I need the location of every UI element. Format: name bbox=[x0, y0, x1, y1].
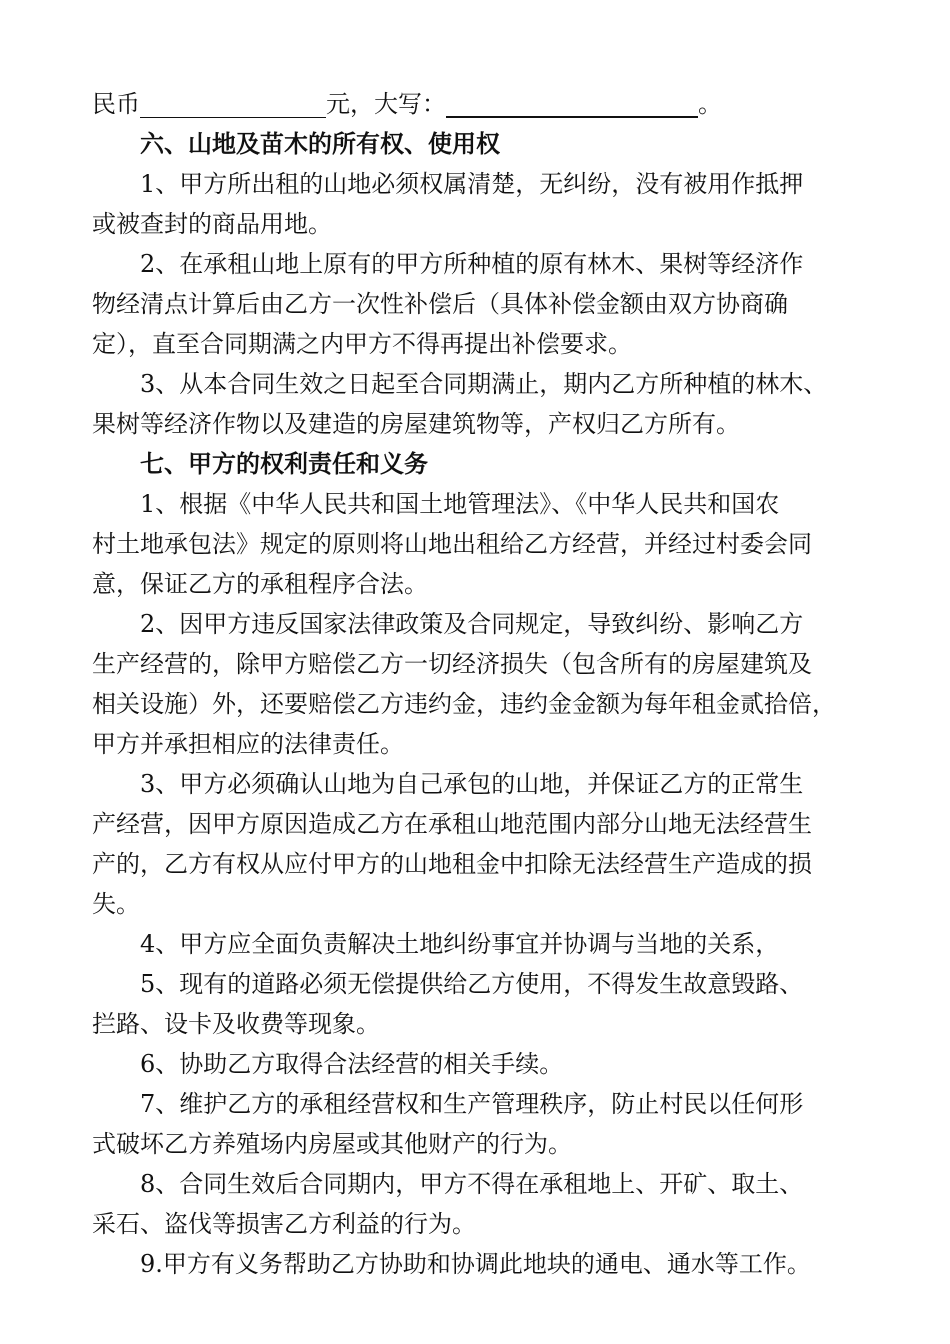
clause-line: 采石、盗伐等损害乙方利益的行为。 bbox=[92, 1210, 476, 1238]
clause-line: 式破坏乙方养殖场内房屋或其他财产的行为。 bbox=[92, 1130, 572, 1158]
clause-line: 3、从本合同生效之日起至合同期满止，期内乙方所种植的林木、 bbox=[140, 370, 828, 398]
clause-line: 拦路、设卡及收费等现象。 bbox=[92, 1010, 380, 1038]
clause-line: 9.甲方有义务帮助乙方协助和协调此地块的通电、通水等工作。 bbox=[140, 1250, 811, 1278]
clause-line: 甲方并承担相应的法律责任。 bbox=[92, 730, 404, 758]
amount-words-blank bbox=[446, 90, 698, 118]
clause-paragraph bbox=[92, 1084, 864, 1164]
clause-line: 产的，乙方有权从应付甲方的山地租金中扣除无法经营生产造成的损 bbox=[92, 850, 812, 878]
clause-line: 意，保证乙方的承租程序合法。 bbox=[92, 570, 428, 598]
clause-paragraph bbox=[92, 1244, 864, 1284]
clause-paragraph bbox=[92, 604, 864, 764]
clause-line: 7、维护乙方的承租经营权和生产管理秩序，防止村民以任何形 bbox=[140, 1090, 804, 1118]
clause-paragraph bbox=[92, 1044, 864, 1084]
clause-line: 2、因甲方违反国家法律政策及合同规定，导致纠纷、影响乙方 bbox=[140, 610, 804, 638]
clause-line: 3、甲方必须确认山地为自己承包的山地，并保证乙方的正常生 bbox=[140, 770, 804, 798]
clause-paragraph bbox=[92, 764, 864, 924]
clause-line: 失。 bbox=[92, 890, 140, 918]
clause-line: 1、甲方所出租的山地必须权属清楚，无纠纷，没有被用作抵押 bbox=[140, 170, 804, 198]
clause-paragraph bbox=[92, 364, 864, 444]
clause-paragraph bbox=[92, 924, 864, 964]
clause-paragraph bbox=[92, 964, 864, 1044]
clause-line: 生产经营的，除甲方赔偿乙方一切经济损失（包含所有的房屋建筑及 bbox=[92, 650, 812, 678]
clause-line: 5、现有的道路必须无偿提供给乙方使用，不得发生故意毁路、 bbox=[140, 970, 804, 998]
clause-line: 果树等经济作物以及建造的房屋建筑物等，产权归乙方所有。 bbox=[92, 410, 740, 438]
clause-line: 1、根据《中华人民共和国土地管理法》、《中华人民共和国农 bbox=[140, 490, 780, 518]
clause-paragraph bbox=[92, 164, 864, 244]
payment-unit: 元，大写： bbox=[326, 90, 446, 118]
clause-line: 6、协助乙方取得合法经营的相关手续。 bbox=[140, 1050, 564, 1078]
clause-paragraph bbox=[92, 1164, 864, 1244]
clause-paragraph bbox=[92, 244, 864, 364]
clause-line: 村土地承包法》规定的原则将山地出租给乙方经营，并经过村委会同 bbox=[92, 530, 812, 558]
payment-suffix: 。 bbox=[698, 90, 722, 118]
clause-line: 8、合同生效后合同期内，甲方不得在承租地上、开矿、取土、 bbox=[140, 1170, 804, 1198]
section-heading: 七、甲方的权利责任和义务 bbox=[140, 449, 428, 478]
clause-line: 或被查封的商品用地。 bbox=[92, 210, 332, 238]
payment-prefix: 民币 bbox=[92, 90, 140, 118]
clause-line: 产经营，因甲方原因造成乙方在承租山地范围内部分山地无法经营生 bbox=[92, 810, 812, 838]
amount-number-blank bbox=[140, 91, 326, 118]
payment-line bbox=[92, 84, 864, 124]
document-page bbox=[92, 84, 864, 1284]
clause-line: 相关设施）外，还要赔偿乙方违约金，违约金金额为每年租金贰拾倍， bbox=[92, 690, 836, 718]
clause-line: 定），直至合同期满之内甲方不得再提出补偿要求。 bbox=[92, 330, 632, 358]
clause-paragraph bbox=[92, 484, 864, 604]
clause-line: 4、甲方应全面负责解决土地纠纷事宜并协调与当地的关系， bbox=[140, 930, 780, 958]
section-heading: 六、山地及苗木的所有权、使用权 bbox=[140, 129, 500, 158]
clause-line: 2、在承租山地上原有的甲方所种植的原有林木、果树等经济作 bbox=[140, 250, 804, 278]
clause-line: 物经清点计算后由乙方一次性补偿后（具体补偿金额由双方协商确 bbox=[92, 290, 788, 318]
